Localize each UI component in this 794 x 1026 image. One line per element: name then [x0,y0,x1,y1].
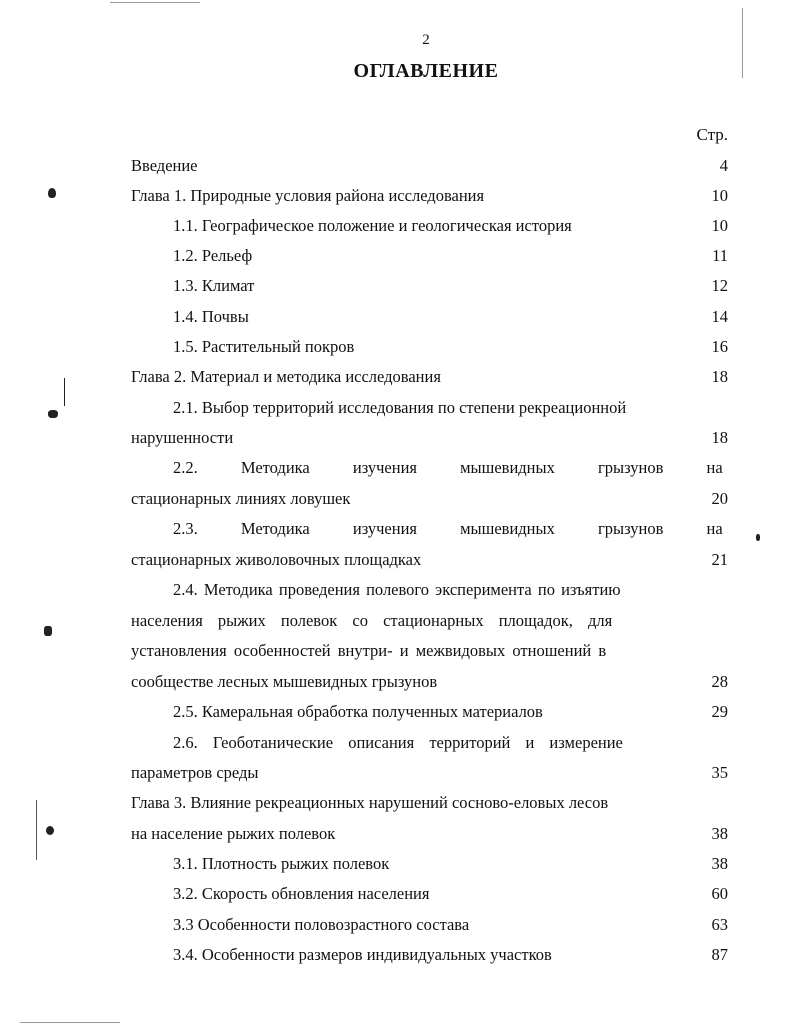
toc-entry-text: 3.2. Скорость обновления населения [173,884,430,903]
scan-speck [48,188,56,198]
toc-entry-text: 2.3. Методика изучения мышевидных грызунов на [173,519,723,538]
toc-entry [131,515,728,543]
scan-speck [44,626,52,636]
toc-entry [131,454,728,482]
toc-entry-page: 38 [711,854,728,873]
toc-entry-page: 16 [711,337,728,356]
toc-entry-text: 3.4. Особенности размеров индивидуальных участков [173,945,552,964]
toc-entry-page: 87 [711,945,728,964]
scan-speck [48,410,58,418]
toc-entry-text: нарушенности [131,428,234,447]
toc-entry-page: 29 [711,702,728,721]
toc-entry [131,333,728,361]
toc-entry-text: 1.2. Рельеф [173,246,253,265]
page-column-label: Стр. [696,125,728,144]
toc-entry-page: 63 [711,915,728,934]
scan-edge-line [20,1022,120,1023]
toc-entry [131,729,728,757]
toc-entry [131,212,728,240]
toc-entry-text: Глава 1. Природные условия района исследования [131,186,485,205]
toc-entry-page: 60 [711,884,728,903]
scan-edge-line [110,2,200,3]
toc-entry-page: 10 [711,186,728,205]
toc-entry [131,698,728,726]
toc-entry-text: 2.5. Камеральная обработка полученных материалов [173,702,543,721]
toc-entry-page: 20 [711,489,728,508]
toc-entry-page: 11 [712,246,728,265]
toc-entry-page: 28 [711,672,728,691]
toc-entry-text: Введение [131,156,198,175]
toc-entry-text: 3.1. Плотность рыжих полевок [173,854,390,873]
toc-entry-page: 38 [711,824,728,843]
toc-entry-text: 1.4. Почвы [173,307,249,326]
toc-entry [131,546,728,574]
toc-entry [131,911,728,939]
toc-entry [131,182,728,210]
toc-entry [131,941,728,969]
scan-edge-line [742,8,743,78]
toc-entry-page: 10 [711,216,728,235]
toc-entry-text: Глава 2. Материал и методика исследования [131,367,441,386]
toc-entry [131,668,728,696]
scan-speck [36,800,37,860]
toc-entry-text: на население рыжих полевок [131,824,336,843]
toc-entry-text: 1.5. Растительный покров [173,337,355,356]
scan-speck [46,826,54,835]
toc-entry [131,152,728,180]
scan-speck [756,534,760,541]
toc-entry [131,394,728,422]
toc-entry-page: 4 [719,156,728,175]
toc-entry-text: 2.2. Методика изучения мышевидных грызунов на [173,458,723,477]
toc-entry [131,880,728,908]
toc-entry-page: 14 [711,307,728,326]
toc-entry [131,363,728,391]
toc-entry-text: установления особенностей внутри- и межвидовых отношений в [131,641,607,660]
toc-entry [131,424,728,452]
toc-entry-text: стационарных линиях ловушек [131,489,351,508]
toc-entry-text: 1.3. Климат [173,276,255,295]
toc-entry-text: населения рыжих полевок со стационарных площадок, для [131,611,613,630]
toc-entry-text: Глава 3. Влияние рекреационных нарушений сосново-еловых лесов [131,793,609,812]
page-number: 2 [422,32,430,48]
toc-entry [131,637,728,665]
toc-entry-text: параметров среды [131,763,259,782]
toc-entry-page: 18 [711,428,728,447]
toc-entry [131,820,728,848]
toc-entry-page: 12 [711,276,728,295]
toc-entry [131,303,728,331]
toc-entry-page: 21 [711,550,728,569]
toc-entry-page: 18 [711,367,728,386]
toc-entry-page: 35 [711,763,728,782]
toc-entry-text: 2.6. Геоботанические описания территорий и измерение [173,733,623,752]
toc-entry-text: 1.1. Географическое положение и геологическая история [173,216,572,235]
toc-entry-text: 2.1. Выбор территорий исследования по степени рекреационной [173,398,627,417]
page-title: ОГЛАВЛЕНИЕ [353,60,499,82]
toc-entry [131,485,728,513]
toc-entry-text: сообществе лесных мышевидных грызунов [131,672,438,691]
toc-entry [131,242,728,270]
toc-entry [131,272,728,300]
toc-entry-text: 2.4. Методика проведения полевого эксперимента по изъятию [173,580,621,599]
toc-entry [131,607,728,635]
toc-entry-text: 3.3 Особенности половозрастного состава [173,915,470,934]
toc-entry [131,850,728,878]
toc-entry [131,789,728,817]
toc-entry [131,759,728,787]
toc-entry-text: стационарных живоловочных площадках [131,550,422,569]
scan-speck [64,378,65,406]
toc-entry [131,576,728,604]
